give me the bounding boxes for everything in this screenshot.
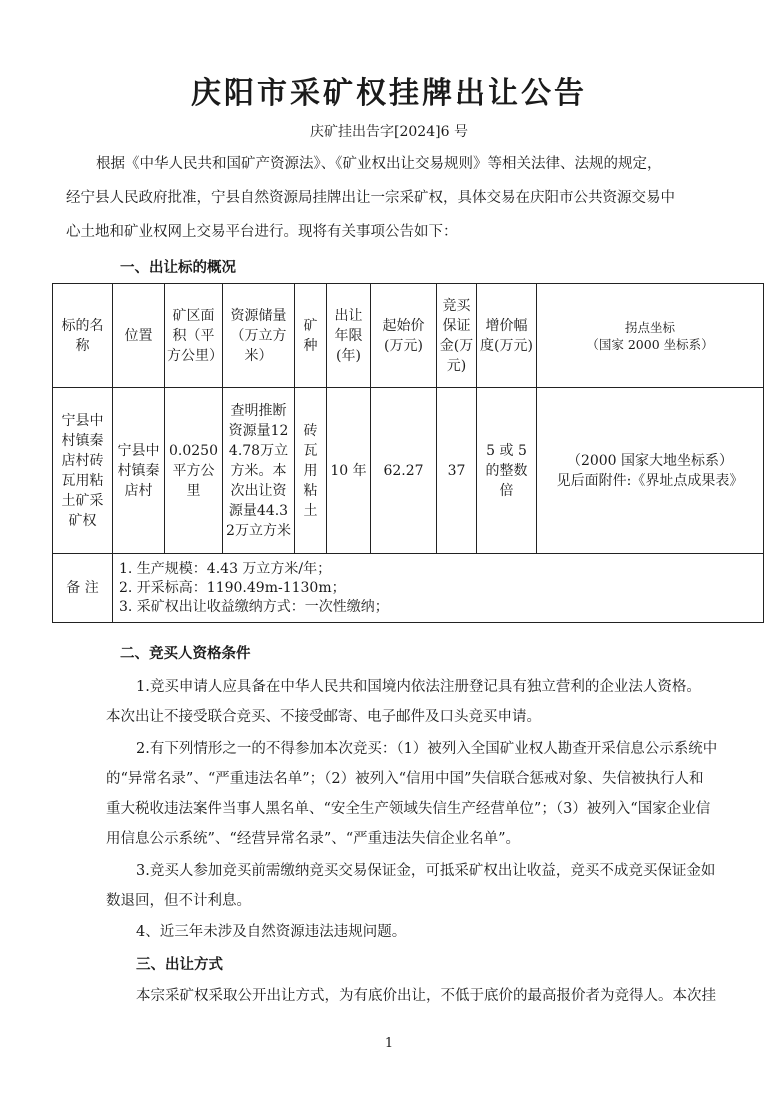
header-coords: 拐点坐标: [624, 319, 675, 335]
cell-resource: 查明推断资源量124.78万立方米。本次出让资源量44.32万立方米: [223, 388, 295, 554]
cell-name: 宁县中村镇秦店村砖瓦用粘土矿采矿权: [53, 388, 113, 554]
cell-coords: [537, 388, 764, 554]
intro-line-3: 心土地和矿业权网上交易平台进行。现将有关事项公告如下：: [66, 224, 458, 240]
intro-line-1: 根据《中华人民共和国矿产资源法》、《矿业权出让交易规则》等相关法律、法规的规定，: [96, 156, 662, 172]
section-1-heading: 一、出让标的概况: [120, 259, 236, 276]
listing-table: [52, 283, 764, 623]
table-row: [53, 388, 764, 554]
section-2-line: 1.竞买申请人应具备在中华人民共和国境内依法注册登记具有独立营利的企业法人资格。: [136, 679, 701, 695]
note-item: 3. 采矿权出让收益缴纳方式：一次性缴纳；: [119, 598, 389, 615]
document-number: 庆矿挂出告字[2024]6 号: [310, 124, 468, 140]
header-deposit: 竞买保证金(万元): [437, 284, 477, 388]
section-2-line: 的“异常名录”、“严重违法名单”；（2）被列入“信用中国”失信联合惩戒对象、失信被执行人和: [106, 771, 704, 787]
page-number: 1: [384, 1036, 394, 1051]
note-item: 1. 生产规模：4.43 万立方米/年；: [119, 560, 332, 577]
section-2-line: 本次出让不接受联合竞买、不接受邮寄、电子邮件及口头竞买申请。: [106, 709, 541, 725]
header-name: 标的名称: [53, 284, 113, 388]
header-increment: 增价幅度(万元): [477, 284, 537, 388]
section-2-line: 3.竞买人参加竞买前需缴纳竞买交易保证金，可抵采矿权出让收益，竞买不成竞买保证金如: [136, 863, 716, 879]
cell-mineral: 砖瓦用粘土: [295, 388, 327, 554]
section-2-line: 用信息公示系统”、“经营异常名录”、“严重违法失信企业名单”。: [106, 831, 521, 847]
cell-location: 宁县中村镇秦店村: [113, 388, 165, 554]
note-item: 2. 开采标高：1190.49m-1130m；: [119, 579, 346, 596]
table-notes-row: [53, 554, 764, 623]
coords-line-1: （2000 国家大地坐标系）: [566, 452, 734, 469]
notes-label: 备 注: [53, 554, 113, 623]
section-2-line: 2.有下列情形之一的不得参加本次竞买：（1）被列入全国矿业权人勘查开采信息公示系统中: [136, 741, 718, 757]
section-2-line: 数退回，但不计利息。: [106, 893, 251, 909]
section-2-line: 4、近三年未涉及自然资源违法违规问题。: [136, 924, 407, 940]
header-term: 出让年限(年): [327, 284, 371, 388]
header-coords-sub: （国家 2000 坐标系）: [586, 336, 714, 352]
header-start-price: 起始价(万元): [371, 284, 437, 388]
coords-line-2: 见后面附件:《界址点成果表》: [556, 472, 744, 489]
page-title: 庆阳市采矿权挂牌出让公告: [191, 76, 587, 111]
cell-deposit: 37: [437, 388, 477, 554]
section-2-line: 重大税收违法案件当事人黑名单、“安全生产领域失信生产经营单位”；（3）被列入“国家企业信: [106, 801, 711, 817]
header-mineral: 矿种: [295, 284, 327, 388]
intro-line-2: 经宁县人民政府批准，宁县自然资源局挂牌出让一宗采矿权，具体交易在庆阳市公共资源交易中: [66, 190, 675, 206]
cell-area: 0.0250平方公里: [165, 388, 223, 554]
header-area: 矿区面积（平方公里）: [165, 284, 223, 388]
header-resource: 资源储量（万立方米）: [223, 284, 295, 388]
notes-cell: [113, 554, 764, 623]
section-3-heading: 三、出让方式: [136, 956, 223, 973]
section-2-heading: 二、竞买人资格条件: [120, 645, 251, 662]
cell-term: 10 年: [327, 388, 371, 554]
cell-increment: 5 或 5 的整数倍: [477, 388, 537, 554]
table-header-row: [53, 284, 764, 388]
section-3-line: 本宗采矿权采取公开出让方式，为有底价出让，不低于底价的最高报价者为竞得人。本次挂: [136, 988, 716, 1004]
cell-start-price: 62.27: [371, 388, 437, 554]
header-coords-cell: [537, 284, 764, 388]
header-location: 位置: [113, 284, 165, 388]
